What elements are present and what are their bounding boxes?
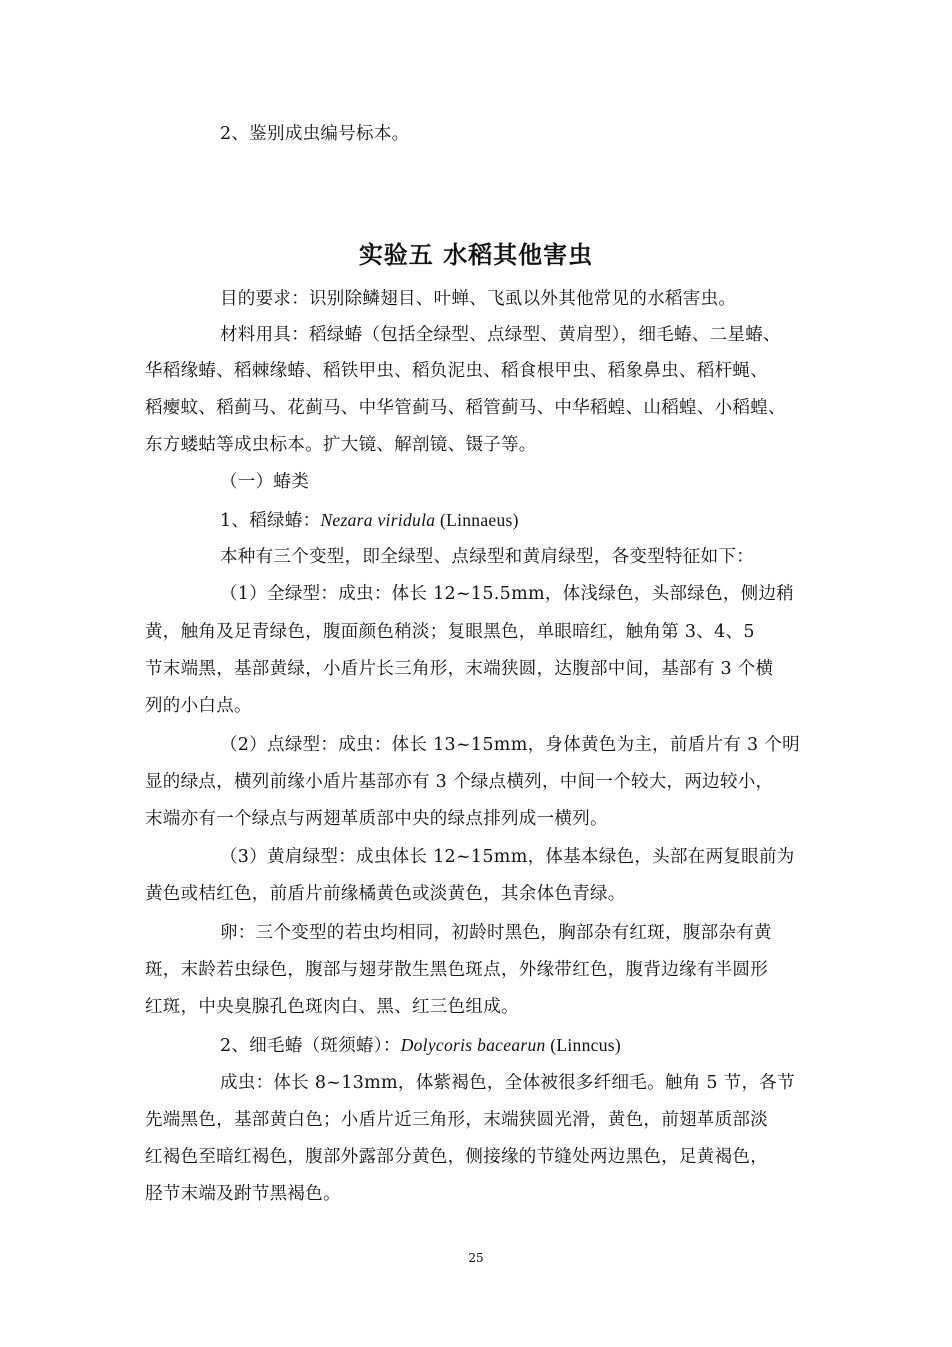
section-heading: （一）蝽类 — [220, 472, 309, 492]
materials-line: 华稻缘蝽、稻棘缘蝽、稻铁甲虫、稻负泥虫、稻食根甲虫、稻象鼻虫、稻杆蝇、 — [145, 361, 768, 381]
paragraph-line: 胫节末端及跗节黑褐色。 — [145, 1184, 341, 1204]
materials-line: 稻瘿蚊、稻蓟马、花蓟马、中华管蓟马、稻管蓟马、中华稻蝗、山稻蝗、小稻蝗、 — [145, 398, 786, 418]
paragraph-line: 显的绿点，横列前缘小盾片基部亦有 3 个绿点横列，中间一个较大，两边较小， — [145, 772, 774, 792]
paragraph-line: 卵：三个变型的若虫均相同，初龄时黑色，胸部杂有红斑，腹部杂有黄 — [220, 923, 772, 943]
aim-paragraph: 目的要求：识别除鳞翅目、叶蝉、飞虱以外其他常见的水稻害虫。 — [220, 289, 737, 309]
species-number-label: 1、稻绿蝽： — [220, 511, 321, 531]
species-heading — [220, 508, 811, 533]
top-item: 2、鉴别成虫编号标本。 — [220, 124, 410, 144]
paragraph-line: 红斑，中央臭腺孔色斑肉白、黑、红三色组成。 — [145, 997, 519, 1017]
paragraph-line: 成虫：体长 8~13mm，体紫褐色，全体被很多纤细毛。触角 5 节，各节 — [220, 1073, 795, 1093]
experiment-title: 实验五 水稻其他害虫 — [358, 241, 594, 269]
species-author: (Linnaeus) — [435, 510, 519, 530]
materials-line: 东方蝼蛄等成虫标本。扩大镜、解剖镜、镊子等。 — [145, 435, 537, 455]
paragraph-line: 末端亦有一个绿点与两翅革质部中央的绿点排列成一横列。 — [145, 809, 608, 829]
paragraph-line: 黄色或桔红色，前盾片前缘橘黄色或淡黄色，其余体色青绿。 — [145, 884, 626, 904]
paragraph-line: 先端黑色，基部黄白色；小盾片近三角形，末端狭圆光滑，黄色，前翅革质部淡 — [145, 1110, 768, 1130]
paragraph-line: 红褐色至暗红褐色，腹部外露部分黄色，侧接缘的节缝处两边黑色，足黄褐色， — [145, 1147, 768, 1167]
materials-line: 材料用具：稻绿蝽（包括全绿型、点绿型、黄肩型），细毛蝽、二星蝽、 — [220, 325, 781, 345]
species-number-label: 2、细毛蝽（斑须蝽）： — [220, 1036, 401, 1056]
page-number: 25 — [468, 1251, 484, 1265]
paragraph-line: （2）点绿型：成虫：体长 13~15mm，身体黄色为主，前盾片有 3 个明 — [220, 735, 800, 755]
paragraph-line: 节末端黑，基部黄绿，小盾片长三角形，末端狭圆，达腹部中间，基部有 3 个横 — [145, 659, 774, 679]
paragraph-line: （3）黄肩绿型：成虫体长 12~15mm，体基本绿色，头部在两复眼前为 — [220, 847, 795, 867]
intro-paragraph: 本种有三个变型，即全绿型、点绿型和黄肩绿型，各变型特征如下： — [220, 547, 754, 567]
species-heading — [220, 1033, 811, 1058]
paragraph-line: 列的小白点。 — [145, 696, 252, 716]
species-latin-name: Dolycoris bacearun — [400, 1035, 546, 1055]
species-latin-name: Nezara viridula — [320, 510, 436, 530]
species-author: (Linncus) — [545, 1035, 621, 1055]
paragraph-line: （1）全绿型：成虫：体长 12~15.5mm，体浅绿色，头部绿色，侧边稍 — [220, 584, 795, 604]
paragraph-line: 斑，末龄若虫绿色，腹部与翅芽散生黑色斑点，外缘带红色，腹背边缘有半圆形 — [145, 960, 768, 980]
paragraph-line: 黄，触角及足青绿色，腹面颜色稍淡；复眼黑色，单眼暗红，触角第 3、4、5 — [145, 622, 755, 642]
